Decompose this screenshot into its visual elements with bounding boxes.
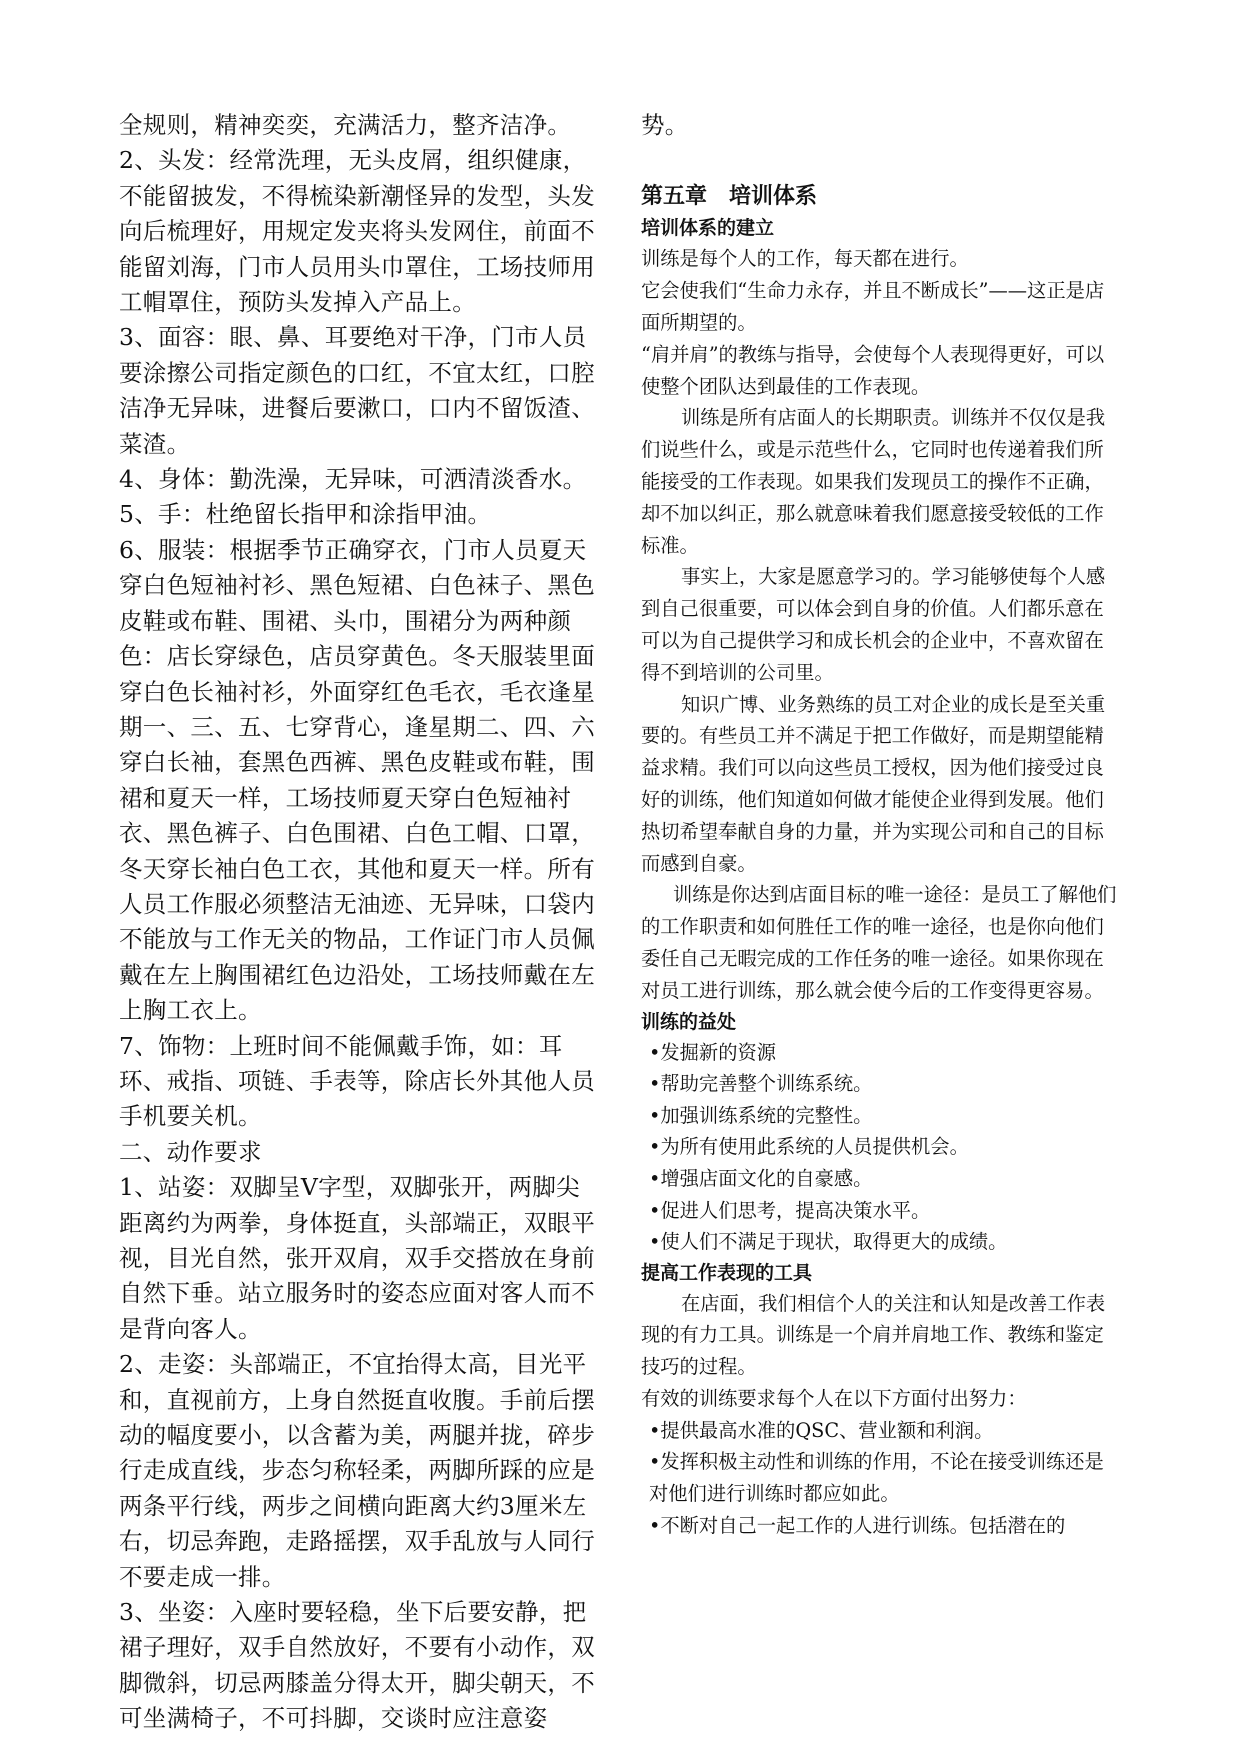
section-heading: 训练的益处 (641, 1010, 737, 1033)
paragraph: 训练是每个人的工作，每天都在进行。 (641, 247, 969, 271)
list-item: •帮助完善整个训练系统。 (649, 1072, 873, 1096)
section-heading: 二、动作要求 (119, 1137, 262, 1166)
list-item: •不断对自己一起工作的人进行训练。包括潜在的 (649, 1513, 1066, 1537)
chapter-title: 第五章 培训体系 (641, 184, 818, 210)
bullet-list (641, 1037, 1123, 1258)
paragraph: 7、饰物：上班时间不能佩戴手饰，如：耳环、戒指、项链、手表等，除店长外其他人员手机要关机。 (119, 1031, 595, 1131)
paragraph: 4、身体：勤洗澡，无异味，可洒清淡香水。 (119, 465, 587, 494)
paragraph: “肩并肩”的教练与指导，会使每个人表现得更好，可以使整个团队达到最佳的工作表现。 (641, 342, 1105, 398)
paragraph: 全规则，精神奕奕，充满活力，整齐洁净。 (119, 111, 572, 139)
bullet-list (641, 1415, 1123, 1541)
list-item: •发掘新的资源 (649, 1040, 777, 1064)
paragraph: 训练是所有店面人的长期职责。训练并不仅仅是我们说些什么，或是示范些什么，它同时也传递着我们所能接受的工作表现。如果我们发现员工的操作不正确，却不加以纠正，那么就意味着我们愿意接受较低的工作标准。 (641, 406, 1106, 557)
list-item: •增强店面文化的自豪感。 (649, 1166, 873, 1190)
list-item: •加强训练系统的完整性。 (649, 1103, 873, 1127)
list-item: •提供最高水准的QSC、营业额和利润。 (649, 1418, 994, 1442)
paragraph: 2、走姿：头部端正，不宜抬得太高，目光平和，直视前方，上身自然挺直收腹。手前后摆动的幅度要小，以含蓄为美，两腿并拢，碎步行走成直线，步态匀称轻柔，两脚所踩的应是两条平行线，两步之间横向距离大约3厘米左右，切忌奔跑，走路摇摆，双手乱放与人同行不要走成一排。 (119, 1350, 595, 1591)
paragraph: 6、服装：根据季节正确穿衣，门市人员夏天穿白色短袖衬衫、黑色短裙、白色袜子、黑色皮鞋或布鞋、围裙、头巾，围裙分为两种颜色：店长穿绿色，店员穿黄色。冬天服装里面穿白色长袖衬衫，外面穿红色毛衣，毛衣逢星期一、三、五、七穿背心，逢星期二、四、六穿白长袖，套黑色西裤、黑色皮鞋或布鞋，围裙和夏天一样，工场技师夏天穿白色短袖衬衣、黑色裤子、白色围裙、白色工帽、口罩，冬天穿长袖白色工衣，其他和夏天一样。所有人员工作服必须整洁无油迹、无异味，口袋内不能放与工作无关的物品，工作证门市人员佩戴在左上胸围裙红色边沿处，工场技师戴在左上胸工衣上。 (119, 535, 595, 1025)
list-item: •发挥积极主动性和训练的作用，不论在接受训练还是对他们进行训练时都应如此。 (649, 1450, 1104, 1506)
paragraph: 3、面容：眼、鼻、耳要绝对干净，门市人员要涂擦公司指定颜色的口红，不宜太红，口腔洁净无异味，进餐后要漱口，口内不留饭渣、菜渣。 (119, 323, 595, 458)
paragraph: 训练是你达到店面目标的唯一途径：是员工了解他们的工作职责和如何胜任工作的唯一途径，也是你向他们委任自己无暇完成的工作任务的唯一途径。如果你现在对员工进行训练，那么就会使今后的工作变得更容易。 (641, 883, 1117, 1002)
paragraph: 势。 (641, 111, 689, 139)
paragraph: 事实上，大家是愿意学习的。学习能够使每个人感到自己很重要，可以体会到自身的价值。人们都乐意在可以为自己提供学习和成长机会的企业中，不喜欢留在得不到培训的公司里。 (641, 565, 1106, 684)
paragraph: 知识广博、业务熟练的员工对企业的成长是至关重要的。有些员工并不满足于把工作做好，而是期望能精益求精。我们可以向这些员工授权，因为他们接受过良好的训练，他们知道如何做才能使企业得到发展。他们热切希望奉献自身的力量，并为实现公司和自己的目标而感到自豪。 (641, 692, 1106, 875)
paragraph: 在店面，我们相信个人的关注和认知是改善工作表现的有力工具。训练是一个肩并肩地工作、教练和鉴定技巧的过程。 (641, 1291, 1106, 1379)
list-item: •为所有使用此系统的人员提供机会。 (649, 1135, 969, 1159)
list-item: •促进人们思考，提高决策水平。 (649, 1198, 931, 1222)
left-column (119, 108, 601, 1737)
paragraph: 5、手：杜绝留长指甲和涂指甲油。 (119, 500, 492, 529)
right-column (641, 108, 1123, 1541)
section-heading: 提高工作表现的工具 (641, 1261, 813, 1284)
paragraph: 3、坐姿：入座时要轻稳，坐下后要安静，把裙子理好，双手自然放好，不要有小动作，双脚微斜，切忌两膝盖分得太开，脚尖朝天，不可坐满椅子，不可抖脚，交谈时应注意姿 (119, 1598, 595, 1733)
section-heading: 培训体系的建立 (641, 217, 775, 240)
paragraph: 1、站姿：双脚呈Ⅴ字型，双脚张开，两脚尖距离约为两拳，身体挺直，头部端正，双眼平视，目光自然，张开双肩，双手交搭放在身前自然下垂。站立服务时的姿态应面对客人而不是背向客人。 (119, 1173, 595, 1343)
paragraph: 它会使我们“生命力永存，并且不断成长”——这正是店面所期望的。 (641, 279, 1105, 334)
paragraph: 有效的训练要求每个人在以下方面付出努力： (641, 1387, 1027, 1411)
list-item: •使人们不满足于现状，取得更大的成绩。 (649, 1230, 1008, 1254)
paragraph: 2、头发：经常洗理，无头皮屑，组织健康，不能留披发，不得梳染新潮怪异的发型，头发向后梳理好，用规定发夹将头发网住，前面不能留刘海，门市人员用头巾罩住，工场技师用工帽罩住，预防头发掉入产品上。 (119, 146, 595, 317)
